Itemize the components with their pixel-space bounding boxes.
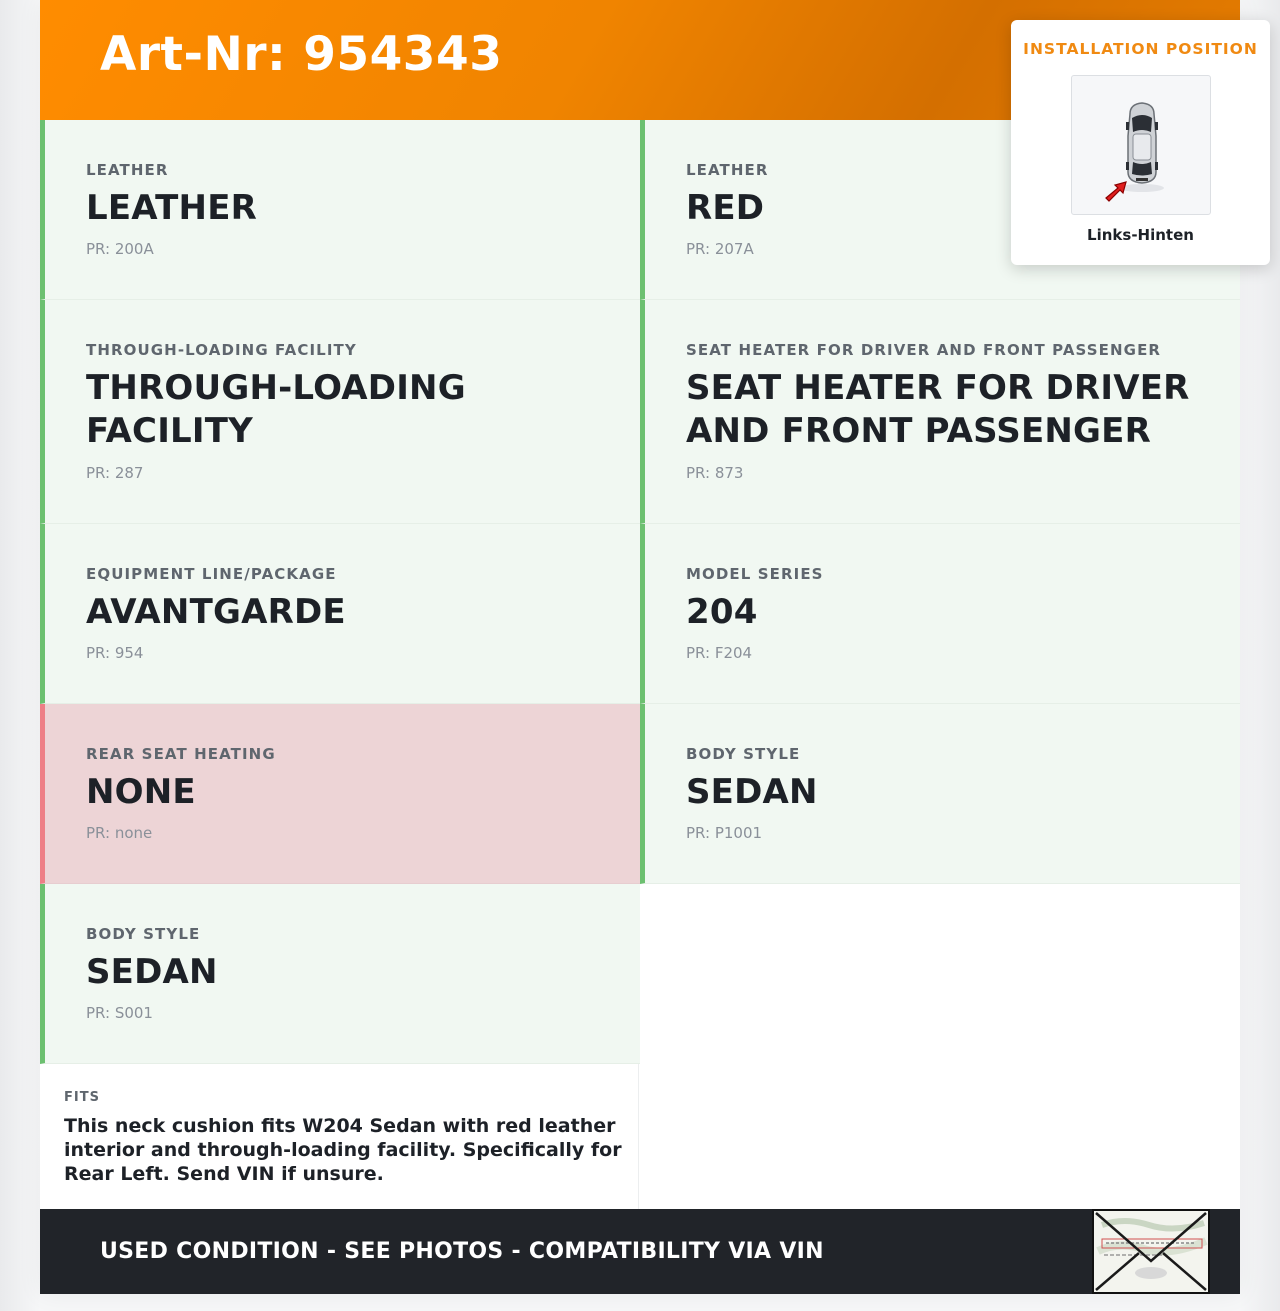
attribute-cell-body-style <box>640 704 1240 884</box>
attribute-pr-code: PR: 873 <box>686 464 744 482</box>
footer-bar <box>40 1209 1240 1294</box>
fits-description: This neck cushion fits W204 Sedan with red leather interior and through-loading facility. Specifically for Rear Left. Send VIN if unsure. <box>64 1115 622 1185</box>
attribute-value: NONE <box>86 772 196 812</box>
installation-position-panel <box>1011 20 1270 265</box>
attribute-cell-body-style-2 <box>40 884 640 1064</box>
envelope-label-icon <box>1092 1209 1210 1294</box>
attribute-label: EQUIPMENT LINE/PACKAGE <box>86 565 337 583</box>
attribute-cell-through-loading <box>40 300 640 524</box>
attribute-cell-model-series <box>640 524 1240 704</box>
installation-position-value: Links-Hinten <box>1087 226 1194 244</box>
attribute-value: 204 <box>686 592 758 632</box>
attribute-pr-code: PR: 287 <box>86 464 144 482</box>
article-number: Art-Nr: 954343 <box>100 27 503 82</box>
attribute-label: REAR SEAT HEATING <box>86 745 276 763</box>
attribute-cell-equipment-line <box>40 524 640 704</box>
attribute-value: SEDAN <box>86 952 218 992</box>
attribute-value: THROUGH-LOADING FACILITY <box>86 368 466 451</box>
attribute-pr-code: PR: S001 <box>86 1004 153 1022</box>
attribute-cell-rear-seat-heating <box>40 704 640 884</box>
attribute-label: LEATHER <box>686 161 769 179</box>
attribute-label: BODY STYLE <box>686 745 801 763</box>
product-card <box>40 0 1258 1294</box>
attribute-pr-code: PR: none <box>86 824 153 842</box>
attribute-label: BODY STYLE <box>86 925 201 943</box>
attribute-label: SEAT HEATER FOR DRIVER AND FRONT PASSENGER <box>686 341 1162 359</box>
footer-text: USED CONDITION - SEE PHOTOS - COMPATIBILITY VIA VIN <box>100 1239 824 1264</box>
attribute-value: AVANTGARDE <box>86 592 346 632</box>
attribute-pr-code: PR: F204 <box>686 644 753 662</box>
attribute-value: SEDAN <box>686 772 818 812</box>
attribute-value: LEATHER <box>86 188 258 228</box>
attribute-pr-code: PR: P1001 <box>686 824 763 842</box>
installation-position-title: INSTALLATION POSITION <box>1023 40 1258 58</box>
attribute-pr-code: PR: 200A <box>86 240 154 258</box>
attribute-cell-seat-heater <box>640 300 1240 524</box>
attribute-label: THROUGH-LOADING FACILITY <box>86 341 357 359</box>
attribute-label: LEATHER <box>86 161 169 179</box>
car-top-view-icon <box>1071 75 1211 215</box>
attribute-label: MODEL SERIES <box>686 565 824 583</box>
attribute-cell-leather <box>40 120 640 300</box>
attribute-pr-code: PR: 954 <box>86 644 144 662</box>
fits-section <box>40 1064 639 1209</box>
attribute-value: SEAT HEATER FOR DRIVER AND FRONT PASSENGER <box>686 368 1190 451</box>
attribute-value: RED <box>686 188 765 228</box>
attribute-pr-code: PR: 207A <box>686 240 754 258</box>
fits-label: FITS <box>64 1090 100 1105</box>
